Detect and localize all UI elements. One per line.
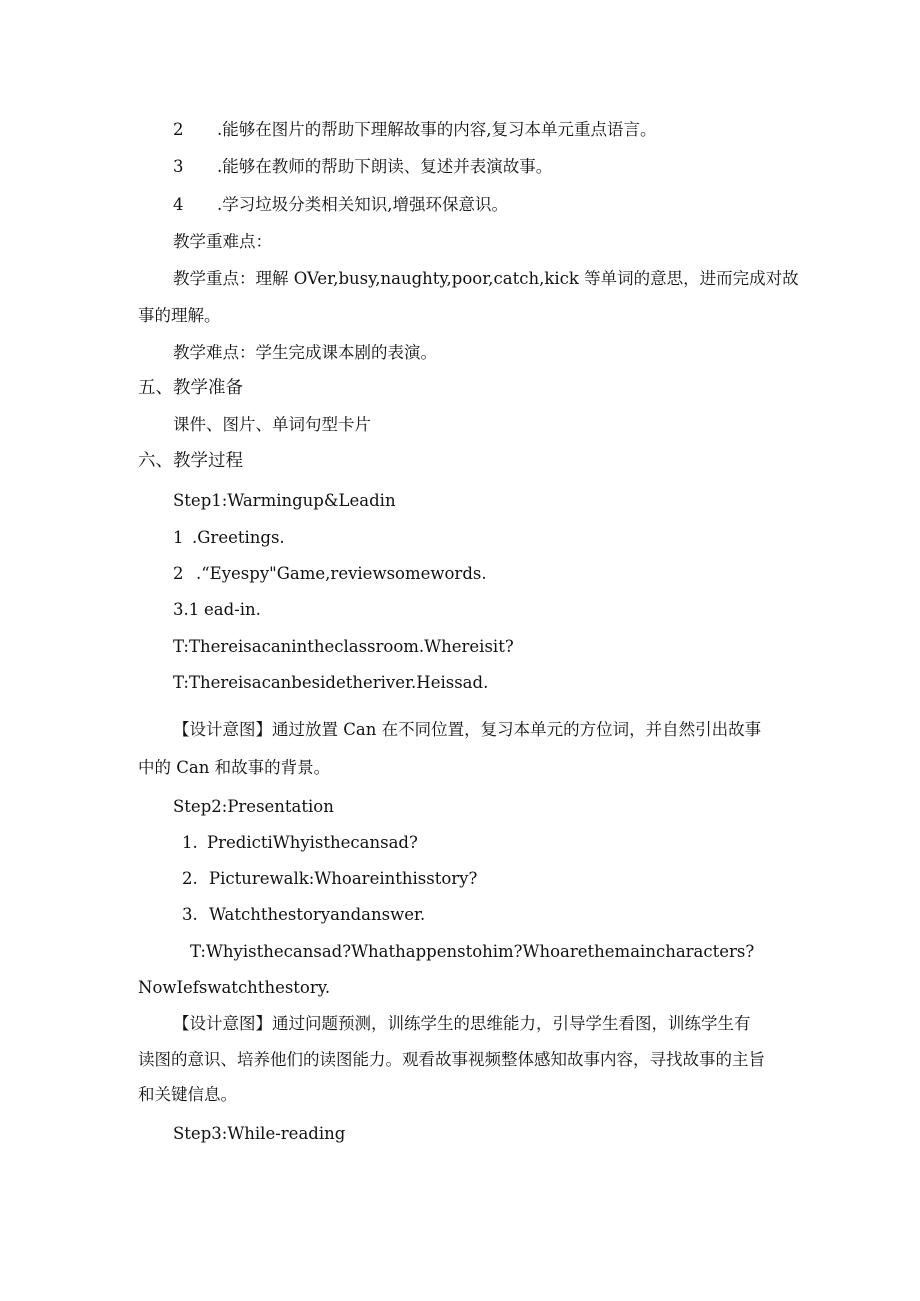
- step1-teacher-line: T:Thereisacanbesidetheriver.Heissad.: [173, 673, 489, 692]
- section6-heading: 六、教学过程: [138, 451, 243, 471]
- step2-teacher-line-cont: NowIefswatchthestory.: [138, 978, 331, 997]
- step2-title: Step2:Presentation: [173, 797, 334, 816]
- step1-title: Step1:Warmingup&Leadin: [173, 491, 396, 510]
- step2-design-intent: 【设计意图】通过问题预测，训练学生的思维能力，引导学生看图，训练学生有: [173, 1014, 751, 1033]
- objective-number: 2: [173, 120, 184, 139]
- step2-item-text: Picturewalk:Whoareinthisstory?: [209, 869, 478, 888]
- step2-item-number: 2.: [182, 869, 198, 888]
- step2-item-number: 1.: [182, 833, 198, 852]
- step1-item-number: 3.1: [173, 600, 200, 619]
- step2-item-text: PredictiWhyisthecansad?: [207, 833, 418, 852]
- section5-heading: 五、教学准备: [138, 378, 243, 398]
- step1-teacher-line: T:Thereisacanintheclassroom.Whereisit?: [173, 637, 514, 656]
- step3-title: Step3:While-reading: [173, 1124, 346, 1143]
- step1-item-text: .“Eyespy"Game,reviewsomewords.: [196, 564, 487, 583]
- step1-item-text: ead-in.: [204, 600, 261, 619]
- key-focus-line: 教学重点：理解 OVer,busy,naughty,poor,catch,kick 等单词的意思，进而完成对故: [173, 269, 799, 288]
- key-focus-line-cont: 事的理解。: [138, 306, 221, 325]
- step1-item-number: 1: [173, 528, 184, 547]
- objective-text: .学习垃圾分类相关知识,增强环保意识。: [217, 195, 508, 214]
- objective-number: 4: [173, 195, 184, 214]
- step2-item-number: 3.: [182, 905, 198, 924]
- difficulty-line: 教学难点：学生完成课本剧的表演。: [173, 343, 437, 362]
- step1-design-intent-cont: 中的 Can 和故事的背景。: [138, 758, 331, 777]
- step2-teacher-line: T:Whyisthecansad?Whathappenstohim?Whoarethemaincharacters?: [190, 942, 755, 961]
- objective-text: .能够在图片的帮助下理解故事的内容,复习本单元重点语言。: [217, 120, 657, 139]
- objective-text: .能够在教师的帮助下朗读、复述并表演故事。: [217, 157, 553, 176]
- step1-design-intent: 【设计意图】通过放置 Can 在不同位置，复习本单元的方位词，并自然引出故事: [173, 720, 762, 739]
- step1-item-number: 2: [173, 564, 184, 583]
- section5-content: 课件、图片、单词句型卡片: [173, 415, 371, 434]
- step2-item-text: Watchthestoryandanswer.: [209, 905, 426, 924]
- step2-design-intent-cont: 读图的意识、培养他们的读图能力。观看故事视频整体感知故事内容，寻找故事的主旨: [138, 1050, 765, 1069]
- key-points-heading: 教学重难点：: [173, 232, 272, 251]
- objective-number: 3: [173, 157, 184, 176]
- step1-item-text: .Greetings.: [192, 528, 285, 547]
- step2-design-intent-cont: 和关键信息。: [138, 1085, 237, 1104]
